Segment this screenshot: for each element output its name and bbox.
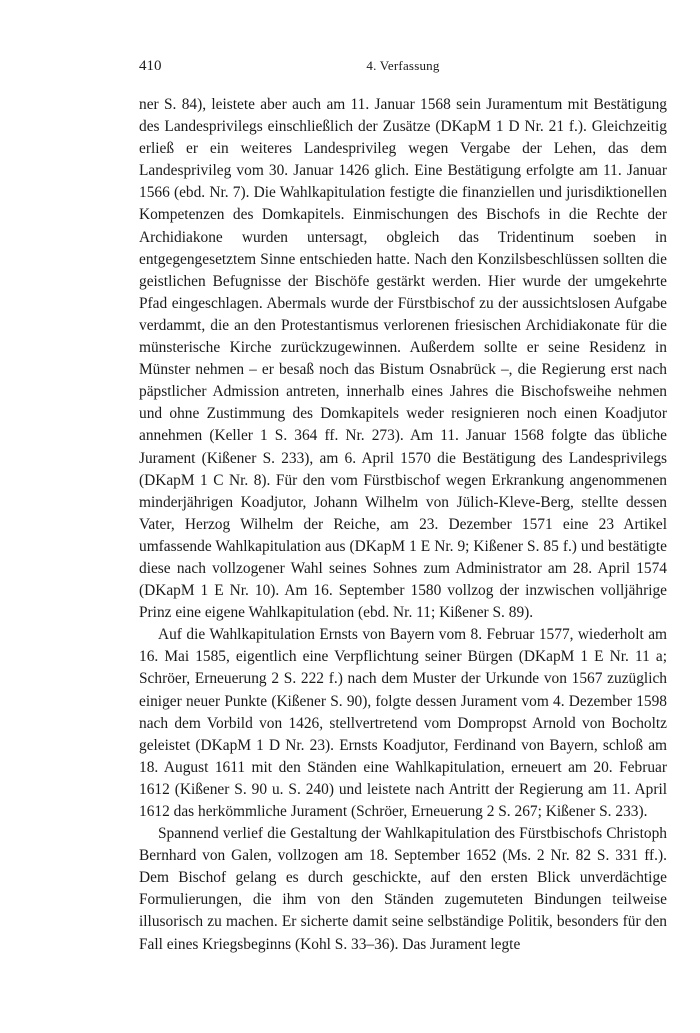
page-header [139,56,667,76]
paragraph-continued: ner S. 84), leistete aber auch am 11. Januar 1568 sein Juramentum mit Bestätigung des Landesprivilegs einschließlich der Zusätze (DKapM 1 D Nr. 21 f.). Gleichzeitig erließ er ein weiteres Landesprivileg wegen Vergabe der Lehen, das dem Landesprivileg vom 30. Januar 1426 glich. Eine Bestätigung erfolgte am 11. Januar 1566 (ebd. Nr. 7). Die Wahlkapitulation festigte die finanziellen und jurisdiktionellen Kompetenzen des Domkapitels. Einmischungen des Bischofs in die Rechte der Archidiakone wurden untersagt, obgleich das Tridentinum soeben in entgegengesetztem Sinne entschieden hatte. Nach den Konzilsbeschlüssen sollten die geistlichen Befugnisse der Bischöfe gestärkt werden. Hier wurde der umgekehrte Pfad eingeschlagen. Abermals wurde der Fürstbischof zu der aussichtslosen Aufgabe verdammt, die an den Protestantismus verlorenen friesischen Archidiakonate für die münsterische Kirche zurückzugewinnen. Außerdem sollte er seine Residenz in Münster nehmen – er besaß noch das Bistum Osnabrück –, die Regierung erst nach päpstlicher Admission antreten, innerhalb eines Jahres die Bischofsweihe nehmen und ohne Zustimmung des Domkapitels weder resignieren noch einen Koadjutor annehmen (Keller 1 S. 364 ff. Nr. 273). Am 11. Januar 1568 folgte das übliche Jurament (Kißener S. 233), am 6. April 1570 die Bestätigung des Landesprivilegs (DKapM 1 C Nr. 8). Für den vom Fürstbischof wegen Erkrankung angenommenen minderjährigen Koadjutor, Johann Wilhelm von Jülich-Kleve-Berg, stellte dessen Vater, Herzog Wilhelm der Reiche, am 23. Dezember 1571 eine 23 Artikel umfassende Wahlkapitulation aus (DKapM 1 E Nr. 9; Kißener S. 85 f.) und bestätigte diese nach vollzogener Wahl seines Sohnes zum Administrator am 28. April 1574 (DKapM 1 E Nr. 10). Am 16. September 1580 vollzog der inzwischen volljährige Prinz eine eigene Wahlkapitulation (ebd. Nr. 11; Kißener S. 89). [139,96,667,622]
running-head: 4. Verfassung [366,58,440,73]
page-number: 410 [139,58,162,74]
paragraph: Spannend verlief die Gestaltung der Wahlkapitulation des Fürstbischofs Christoph Bernhard von Galen, vollzogen am 18. September 1652 (Ms. 2 Nr. 82 S. 331 ff.). Dem Bischof gelang es durch geschickte, auf den ersten Blick unverdächtige Formulierungen, die ihm von den Ständen zugemuteten Bindungen teilweise illusorisch zu machen. Er sicherte damit seine selbständige Politik, besonders für den Fall eines Kriegsbeginns (Kohl S. 33–36). Das Jurament legte [139,825,667,953]
paragraph: Auf die Wahlkapitulation Ernsts von Bayern vom 8. Februar 1577, wiederholt am 16. Mai 1585, eigentlich eine Verpflichtung seiner Bürgen (DKapM 1 E Nr. 11 a; Schröer, Erneuerung 2 S. 222 f.) nach dem Muster der Urkunde von 1567 zuzüglich einiger neuer Punkte (Kißener S. 90), folgte dessen Jurament vom 4. Dezember 1598 nach dem Vorbild von 1426, stellvertretend vom Dompropst Arnold von Bocholtz geleistet (DKapM 1 D Nr. 23). Ernsts Koadjutor, Ferdinand von Bayern, schloß am 18. August 1611 mit den Ständen eine Wahlkapitulation, erneuert am 20. Februar 1612 (Kißener S. 90 u. S. 240) und leistete nach Antritt der Regierung am 11. April 1612 das herkömmliche Jurament (Schröer, Erneuerung 2 S. 267; Kißener S. 233). [139,626,667,820]
body-text [139,94,667,956]
